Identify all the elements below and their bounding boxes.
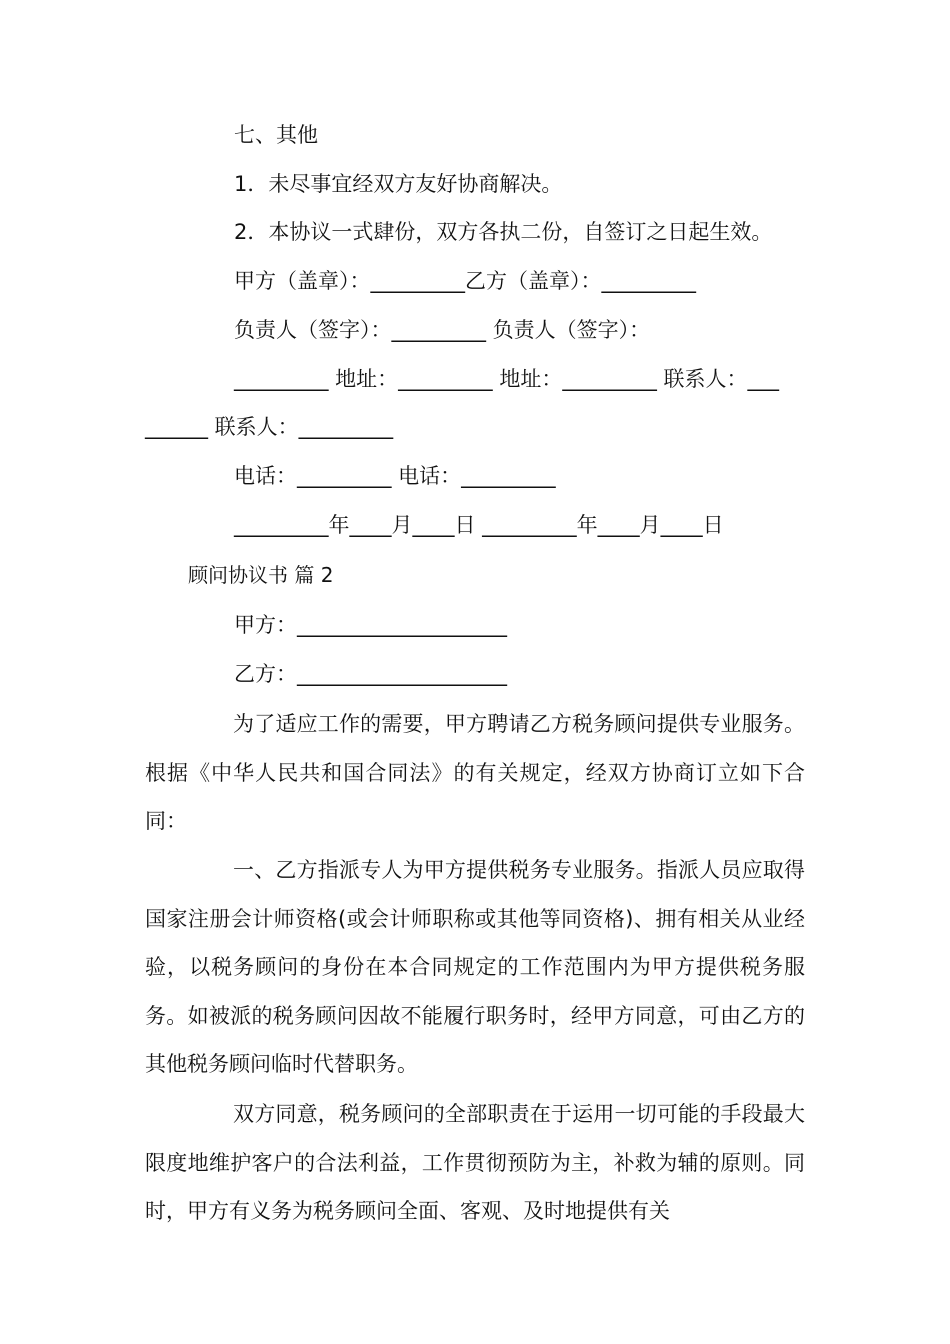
phone-line: 电话：_________ 电话：_________: [234, 464, 556, 488]
section-item-2: 2．本协议一式肆份，双方各执二份，自签订之日起生效。: [234, 220, 773, 244]
agreement-title: 顾问协议书 篇 2: [188, 563, 334, 587]
party-b-line: 乙方：____________________: [234, 662, 507, 686]
contact-line: ______ 联系人：_________: [145, 415, 394, 439]
address-line: _________ 地址：_________ 地址：_________ 联系人：___: [234, 367, 780, 391]
clause-1-paragraph: 一、乙方指派专人为甲方提供税务专业服务。指派人员应取得国家注册会计师资格(或会计师职称或其他等同资格)、拥有相关从业经验，以税务顾问的身份在本合同规定的工作范围内为甲方提供税务服务。如被派的税务顾问因故不能履行职务时，经甲方同意，可由乙方的其他税务顾问临时代替职务。: [145, 858, 805, 1077]
clause-2-paragraph: 双方同意，税务顾问的全部职责在于运用一切可能的手段最大限度地维护客户的合法利益，工作贯彻预防为主，补救为辅的原则。同时，甲方有义务为税务顾问全面、客观、及时地提供有关: [145, 1102, 805, 1224]
responsible-line: 负责人（签字）：_________ 负责人（签字）：: [234, 318, 651, 342]
date-line: _________年____月____日 _________年____月____日: [234, 513, 724, 537]
seal-line: 甲方（盖章）：_________乙方（盖章）：_________: [234, 269, 696, 293]
intro-paragraph: 为了适应工作的需要，甲方聘请乙方税务顾问提供专业服务。根据《中华人民共和国合同法》的有关规定，经双方协商订立如下合同：: [145, 712, 805, 834]
party-a-line: 甲方：____________________: [234, 613, 507, 637]
section-heading: 七、其他: [234, 123, 318, 147]
section-item-1: 1．未尽事宜经双方友好协商解决。: [234, 172, 563, 196]
